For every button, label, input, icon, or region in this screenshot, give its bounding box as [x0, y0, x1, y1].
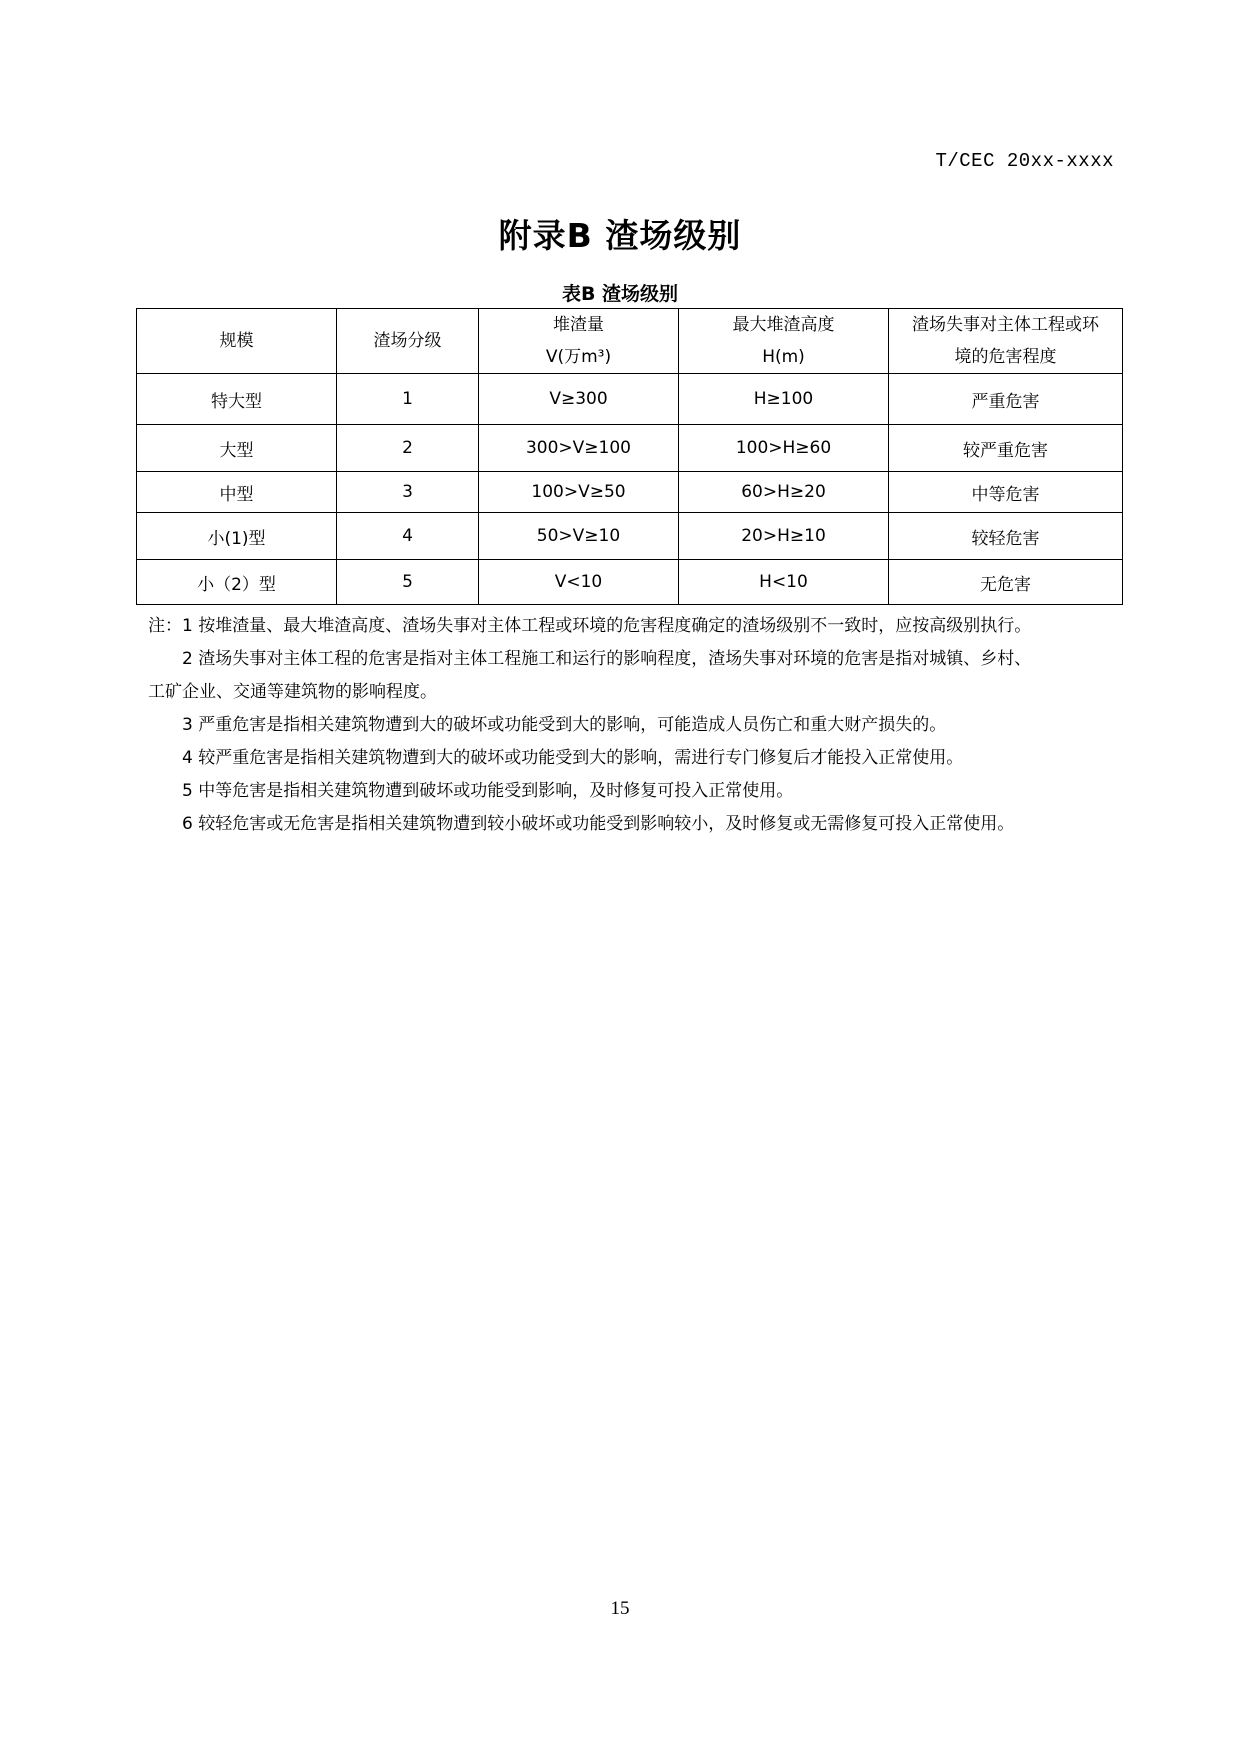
note-6: 6 较轻危害或无危害是指相关建筑物遭到较小破坏或功能受到影响较小，及时修复或无需修复可投入正常使用。 — [182, 814, 1015, 834]
cell-height: H≥100 — [679, 374, 889, 425]
header-volume: 堆渣量 V(万m³) — [479, 309, 679, 374]
cell-volume: V<10 — [479, 560, 679, 605]
slag-site-grade-table — [136, 308, 1123, 605]
cell-volume: V≥300 — [479, 374, 679, 425]
document-code: T/CEC 20xx-xxxx — [935, 150, 1114, 172]
table-header-row — [137, 309, 1123, 374]
cell-scale: 大型 — [137, 425, 337, 472]
note-5: 5 中等危害是指相关建筑物遭到破坏或功能受到影响，及时修复可投入正常使用。 — [182, 781, 794, 801]
note-1: 注：1 按堆渣量、最大堆渣高度、渣场失事对主体工程或环境的危害程度确定的渣场级别不一致时，应按高级别执行。 — [148, 616, 1032, 636]
appendix-title: 附录B 渣场级别 — [498, 216, 742, 255]
cell-hazard: 较轻危害 — [889, 513, 1123, 560]
table-row — [137, 425, 1123, 472]
cell-hazard: 无危害 — [889, 560, 1123, 605]
cell-volume: 100>V≥50 — [479, 472, 679, 513]
cell-scale: 小（2）型 — [137, 560, 337, 605]
cell-scale: 中型 — [137, 472, 337, 513]
header-scale: 规模 — [137, 309, 337, 374]
cell-height: 20>H≥10 — [679, 513, 889, 560]
cell-height: 60>H≥20 — [679, 472, 889, 513]
note-4: 4 较严重危害是指相关建筑物遭到大的破坏或功能受到大的影响，需进行专门修复后才能投入正常使用。 — [182, 748, 964, 768]
cell-grade: 3 — [337, 472, 479, 513]
cell-scale: 小(1)型 — [137, 513, 337, 560]
note-2: 2 渣场失事对主体工程的危害是指对主体工程施工和运行的影响程度，渣场失事对环境的危害是指对城镇、乡村、 — [182, 649, 1032, 669]
header-height: 最大堆渣高度 H(m) — [679, 309, 889, 374]
cell-grade: 2 — [337, 425, 479, 472]
header-grade: 渣场分级 — [337, 309, 479, 374]
note-2-continued: 工矿企业、交通等建筑物的影响程度。 — [148, 682, 437, 702]
table-row — [137, 513, 1123, 560]
cell-volume: 50>V≥10 — [479, 513, 679, 560]
table-row — [137, 374, 1123, 425]
cell-grade: 5 — [337, 560, 479, 605]
note-3: 3 严重危害是指相关建筑物遭到大的破坏或功能受到大的影响，可能造成人员伤亡和重大财产损失的。 — [182, 715, 947, 735]
table-row — [137, 560, 1123, 605]
table-notes — [148, 610, 1128, 841]
table-caption: 表B 渣场级别 — [561, 283, 679, 305]
cell-scale: 特大型 — [137, 374, 337, 425]
cell-height: H<10 — [679, 560, 889, 605]
cell-hazard: 较严重危害 — [889, 425, 1123, 472]
table-row — [137, 472, 1123, 513]
cell-hazard: 严重危害 — [889, 374, 1123, 425]
header-hazard: 渣场失事对主体工程或环 境的危害程度 — [889, 309, 1123, 374]
cell-grade: 1 — [337, 374, 479, 425]
cell-grade: 4 — [337, 513, 479, 560]
page-number: 15 — [610, 1598, 630, 1619]
cell-height: 100>H≥60 — [679, 425, 889, 472]
cell-hazard: 中等危害 — [889, 472, 1123, 513]
cell-volume: 300>V≥100 — [479, 425, 679, 472]
